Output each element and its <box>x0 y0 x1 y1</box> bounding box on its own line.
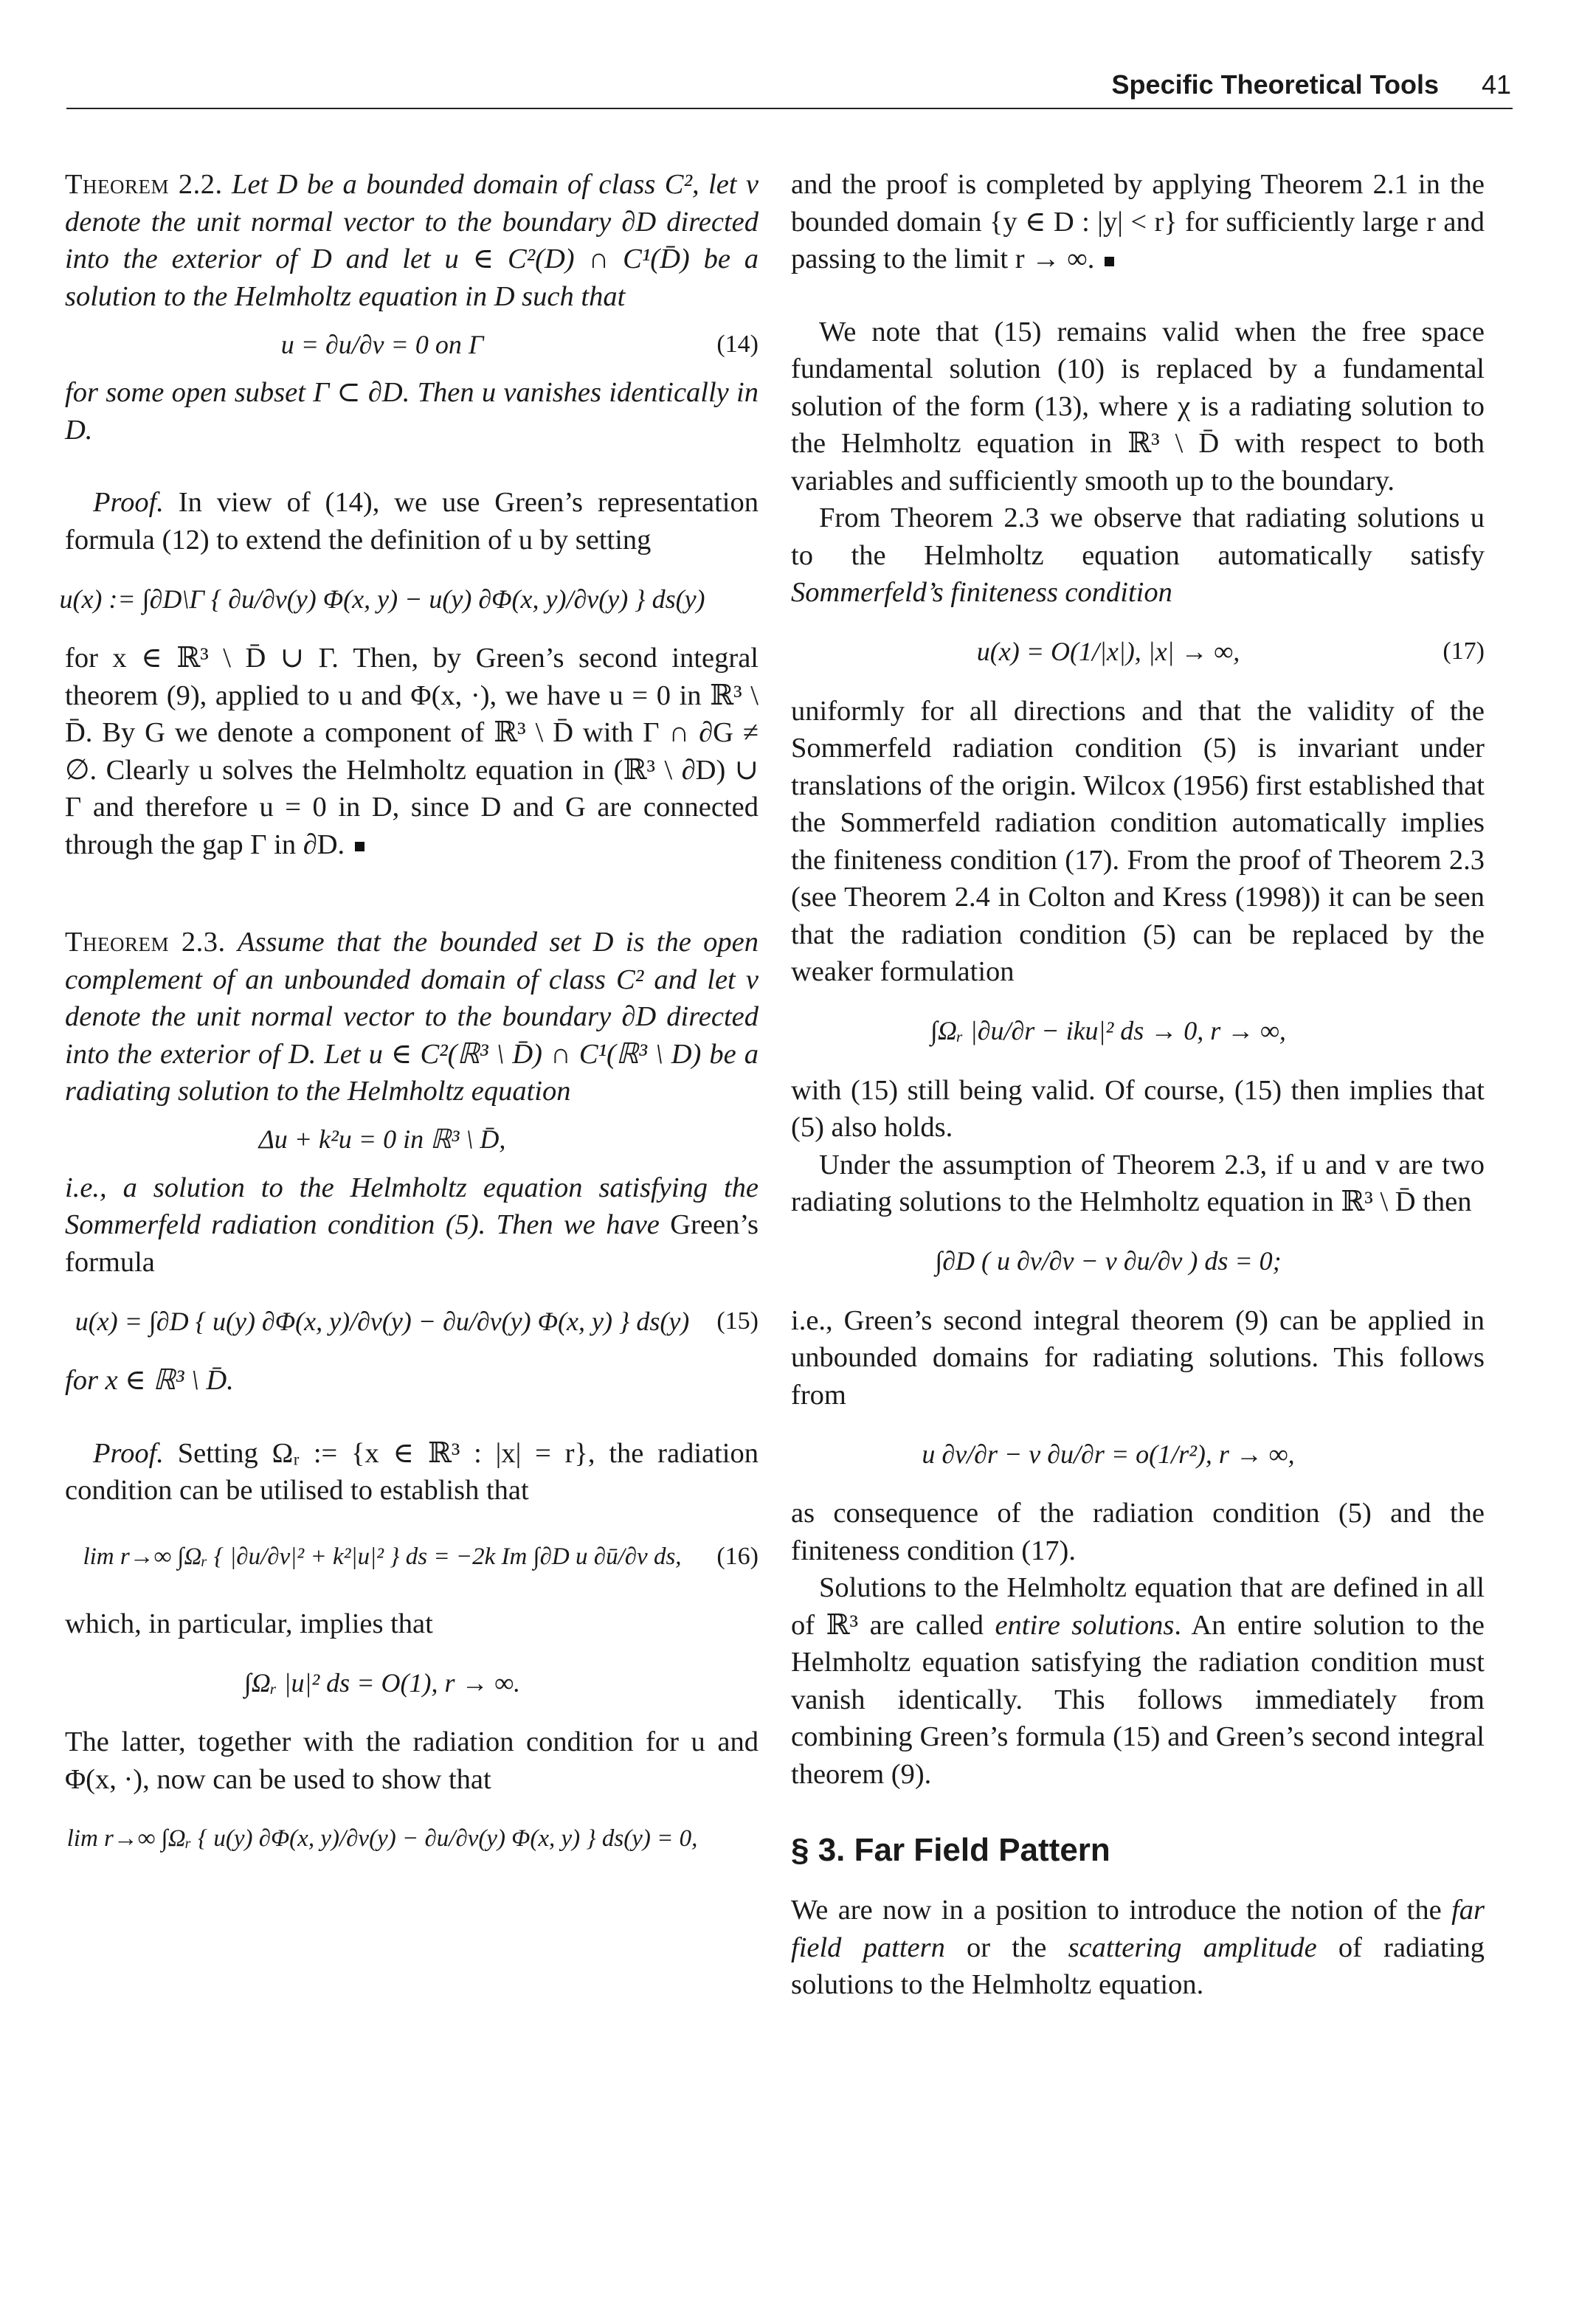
theorem-2-3 <box>65 924 759 1110</box>
theorem-label: Theorem 2.2. <box>65 169 223 200</box>
page-number: 41 <box>1481 69 1511 100</box>
proof-text: In view of (14), we use Green’s representation formula (12) to extend the definition of u by setting <box>65 487 759 556</box>
equation-expression: ∫∂D ( u ∂v/∂ν − v ∂u/∂ν ) ds = 0; <box>935 1246 1282 1276</box>
section-heading: § 3. Far Field Pattern <box>791 1832 1110 1868</box>
equation-limit <box>65 1798 759 1879</box>
proof-conclusion <box>791 166 1485 278</box>
equation-14 <box>65 315 759 374</box>
equation-expression: u ∂v/∂r − v ∂u/∂r = o(1/r²), r → ∞, <box>922 1439 1295 1469</box>
theorem-text: Assume that the bounded set D is the open complement of an unbounded domain of class C² and let ν denote the unit normal vector to the boundary ∂D directed into the exterior of D. Let u ∈ C²(ℝ³ \ D̄) ∩ C¹(ℝ³ \ D) be a radiating solution to the Helmholtz equation <box>65 927 759 1107</box>
remark-paragraph: We note that (15) remains valid when the free space fundamental solution (10) is replaced by a fundamental solution of the form (13), where χ is a radiating solution to the Helmholtz equation in ℝ³ \ D̄ with respect to both variables and sufficiently smooth up to the boundary. <box>791 316 1485 497</box>
emphasis-term: Sommerfeld’s finiteness condition <box>791 577 1172 608</box>
paragraph-text: or the <box>967 1932 1047 1963</box>
equation-expression: ∫Ωᵣ |u|² ds = O(1), r → ∞. <box>243 1667 521 1698</box>
equation-expression: Δu + k²u = 0 in ℝ³ \ D̄, <box>258 1124 506 1155</box>
header-rule <box>66 108 1513 109</box>
equation-16 <box>65 1509 759 1605</box>
qed-icon <box>355 842 364 851</box>
equation-15 <box>65 1281 759 1362</box>
equation-expression: ∫Ωᵣ |∂u/∂r − iku|² ds → 0, r → ∞, <box>930 1016 1286 1046</box>
page-header <box>66 66 1513 105</box>
proof-2-continued: which, in particular, implies that <box>65 1608 433 1639</box>
paragraph-text: From Theorem 2.3 we observe that radiating solutions u to the Helmholtz equation automatically satisfy <box>791 502 1485 571</box>
qed-icon <box>1105 257 1114 266</box>
equation-expression: u(x) = O(1/|x|), |x| → ∞, <box>976 637 1240 667</box>
right-column <box>791 166 1485 2004</box>
equation-number: (16) <box>716 1543 759 1571</box>
emphasis-term: scattering amplitude <box>1068 1932 1317 1963</box>
theorem-text: Let D be a bounded domain of class C², let ν denote the unit normal vector to the boundary ∂D directed into the exterior of D and let u ∈ C²(D) ∩ C¹(D̄) be a solution to the Helmholtz equation in D such that <box>65 169 759 312</box>
equation-17 <box>791 612 1485 693</box>
emphasis-term: far field pattern <box>791 1895 1485 1963</box>
paragraph-text: of radiating solutions to the Helmholtz equation. <box>791 1932 1485 2000</box>
equation-expression: lim r→∞ ∫Ωᵣ { |∂u/∂ν|² + k²|u|² } ds = −2k Im ∫∂D u ∂ū/∂ν ds, <box>83 1543 682 1571</box>
proof-2-latter: The latter, together with the radiation condition for u and Φ(x, ·), now can be used to show that <box>65 1726 759 1795</box>
theorem-2-2 <box>65 166 759 315</box>
proof-label: Proof. <box>93 487 164 518</box>
far-field-intro <box>791 1892 1485 2004</box>
theorem-text: i.e., a solution to the Helmholtz equation satisfying the Sommerfeld radiation condition (5). Then we have <box>65 1172 759 1240</box>
emphasis-term: entire solutions <box>995 1609 1175 1641</box>
paragraph-text: and the proof is completed by applying Theorem 2.1 in the bounded domain {y ∈ D : |y| < r} for sufficiently large r and passing to the limit r → ∞. <box>791 169 1485 274</box>
equation-expression: u(x) = ∫∂D { u(y) ∂Φ(x, y)/∂ν(y) − ∂u/∂ν(y) Φ(x, y) } ds(y) <box>75 1306 690 1336</box>
proof-label: Proof. <box>93 1437 164 1469</box>
proof-text: Setting Ωᵣ := {x ∈ ℝ³ : |x| = r}, the radiation condition can be utilised to establish that <box>65 1437 759 1506</box>
two-solutions-paragraph: Under the assumption of Theorem 2.3, if u and v are two radiating solutions to the Helmholtz equation in ℝ³ \ D̄ then <box>791 1149 1485 1217</box>
invariance-paragraph: uniformly for all directions and that the validity of the Sommerfeld radiation condition (5) is invariant under translations of the origin. Wilcox (1956) first established that the Sommerfeld radiation condition automatically implies the finiteness condition (17). From the proof of Theorem 2.3 (see Theorem 2.4 in Colton and Kress (1998)) it can be seen that the radiation condition (5) can be replaced by the weaker formulation <box>791 695 1485 987</box>
finiteness-paragraph <box>791 499 1485 612</box>
unbounded-paragraph: i.e., Green’s second integral theorem (9) can be applied in unbounded domains for radiating solutions. This follows from <box>791 1304 1485 1411</box>
equation-number: (15) <box>716 1307 759 1335</box>
equation-bound <box>65 1642 759 1723</box>
equation-number: (17) <box>1442 637 1485 665</box>
theorem-label: Theorem 2.3. <box>65 927 226 958</box>
theorem-2-3-continued <box>65 1169 759 1282</box>
equation-expression: u = ∂u/∂ν = 0 on Γ <box>280 329 484 359</box>
equation-weak-radiation <box>791 991 1485 1072</box>
greens-formula-label: Green’s formula <box>65 1209 759 1278</box>
equation-extension <box>59 558 759 640</box>
entire-solutions-paragraph <box>791 1569 1485 1793</box>
left-column <box>59 166 759 1879</box>
proof-1-continued <box>65 640 759 863</box>
proof-1 <box>65 484 759 558</box>
running-title: Specific Theoretical Tools <box>1111 69 1439 100</box>
equation-expression: u(x) := ∫∂D\Γ { ∂u/∂ν(y) Φ(x, y) − u(y) ∂Φ(x, y)/∂ν(y) } ds(y) <box>59 584 705 614</box>
proof-text: for x ∈ ℝ³ \ D̄ ∪ Γ. Then, by Green’s second integral theorem (9), applied to u and Φ(x, ·), we have u = 0 in ℝ³ \ D̄. By G we denote a component of ℝ³ \ D̄ with Γ ∩ ∂G ≠ ∅. Clearly u solves the Helmholtz equation in (ℝ³ \ ∂D) ∪ Γ and therefore u = 0 in D, since D and G are connected through the gap Γ in ∂D. <box>65 643 759 860</box>
theorem-continuation: for some open subset Γ ⊂ ∂D. Then u vanishes identically in D. <box>65 377 759 446</box>
equation-decay <box>791 1414 1485 1495</box>
equation-helmholtz <box>65 1110 759 1169</box>
validity-paragraph: with (15) still being valid. Of course, (15) then implies that (5) also holds. <box>791 1074 1485 1143</box>
theorem-domain: for x ∈ ℝ³ \ D̄. <box>65 1365 234 1396</box>
paragraph-text: We are now in a position to introduce the notion of the <box>791 1895 1442 1926</box>
equation-number: (14) <box>716 330 759 358</box>
equation-green-second <box>791 1221 1485 1302</box>
paragraph-text: . An entire solution to the Helmholtz equation satisfying the radiation condition must vanish identically. This follows immediately from combining Green’s formula (15) and Green’s second integral theorem (9). <box>791 1609 1485 1790</box>
equation-expression: lim r→∞ ∫Ωᵣ { u(y) ∂Φ(x, y)/∂ν(y) − ∂u/∂ν(y) Φ(x, y) } ds(y) = 0, <box>66 1825 698 1852</box>
consequence-paragraph: as consequence of the radiation condition (5) and the finiteness condition (17). <box>791 1498 1485 1566</box>
paragraph-text: Solutions to the Helmholtz equation that are defined in all of ℝ³ are called <box>791 1572 1485 1641</box>
proof-2 <box>65 1435 759 1509</box>
